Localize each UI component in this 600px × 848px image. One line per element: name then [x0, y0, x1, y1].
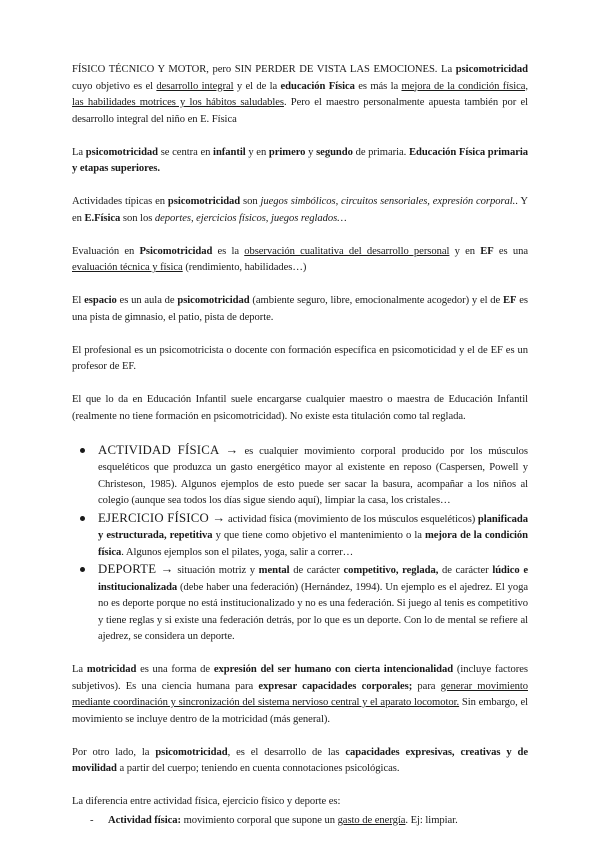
bold-text: motricidad	[86, 664, 137, 675]
text: Sin embargo, el movimiento se incluye dentro de la motricidad (más general).	[72, 697, 528, 725]
bold-text: espacio	[84, 295, 117, 306]
text: es una	[493, 245, 528, 257]
paragraph-intro	[72, 62, 528, 128]
underlined-text: desarrollo integral	[156, 80, 234, 92]
underlined-text: generar movimiento mediante coordinación y sincronización del sistema nervioso central y el aparato locomotor.	[72, 680, 528, 708]
bold-text: primero	[268, 146, 306, 158]
bold-text: segundo	[316, 146, 353, 158]
text: a partir del cuerpo; teniendo en cuenta connotaciones psicológicas.	[116, 763, 400, 774]
term-heading: EJERCICIO FÍSICO →	[98, 510, 226, 525]
definitions-list	[72, 442, 528, 646]
bold-text: infantil	[213, 146, 246, 158]
paragraph-difference	[72, 794, 528, 811]
bold-text: EF	[503, 295, 517, 306]
paragraph-professional	[72, 343, 528, 376]
list-item-actividad	[72, 813, 528, 830]
text: y en	[245, 146, 269, 158]
text: . Algunos ejemplos son el pilates, yoga, salir a correr…	[121, 546, 354, 558]
bold-text: psicomotricidad	[167, 196, 241, 207]
bullet-icon	[80, 448, 85, 453]
text: (incluye factores subjetivos). Es una ciencia humana para	[72, 664, 529, 692]
text: es una forma de	[136, 664, 214, 675]
bold-text: educación Física	[280, 80, 355, 92]
underlined-text: gasto de energía	[337, 814, 406, 826]
term-heading: DEPORTE →	[98, 562, 174, 576]
text: La diferencia entre actividad física, ejercicio físico y deporte es:	[72, 796, 341, 807]
bold-text: psicomotricidad	[455, 64, 528, 75]
text: situación motriz y	[173, 565, 259, 576]
text: El profesional es un psicomotricista o docente con formación específica en psicomoticidad y el de EF es un profesor de EF.	[72, 344, 528, 372]
text: y que tiene como objetivo el mantenimiento o la	[212, 530, 425, 541]
bold-text: mejora de la condición física	[98, 530, 529, 558]
paragraph-activities	[72, 194, 528, 227]
paragraph-stages	[72, 145, 528, 178]
underlined-text: observación cualitativa del desarrollo personal	[244, 245, 450, 257]
bold-text: psicomotricidad	[155, 746, 228, 758]
bold-text: Psicomotricidad	[139, 245, 213, 257]
text: es más la	[354, 80, 402, 92]
text: , es el desarrollo de las	[227, 746, 346, 758]
text: . Y en	[72, 196, 528, 224]
paragraph-infant-teacher	[72, 392, 528, 425]
bullet-icon	[80, 516, 85, 521]
text: El	[72, 295, 85, 306]
text: cuyo objetivo es el	[72, 80, 157, 92]
bold-text: competitivo, reglada,	[343, 565, 439, 576]
text: (ambiente seguro, libre, emocionalmente acogedor) y el de	[249, 295, 504, 306]
bold-text: expresión del ser humano con cierta intencionalidad	[213, 664, 454, 675]
bold-text: psicomotricidad	[177, 295, 250, 306]
text: de primaria.	[352, 146, 409, 158]
text: es una pista de gimnasio, el patio, pista de deporte.	[72, 295, 529, 323]
list-item-ejercicio-fisico	[72, 510, 528, 562]
italic-text: juegos simbólicos, circuitos sensoriales, expresión corporal.	[260, 196, 516, 207]
paragraph-psicomotricidad	[72, 745, 528, 778]
document-page	[72, 62, 528, 829]
text: son	[240, 196, 261, 207]
bold-text: Actividad física:	[108, 814, 182, 826]
text: . Ej: limpiar.	[405, 814, 458, 826]
text: actividad física (movimiento de los músculos esqueléticos)	[225, 513, 478, 525]
text: (rendimiento, habilidades…)	[182, 262, 307, 273]
bold-text: E.Física	[84, 212, 121, 224]
paragraph-space	[72, 293, 528, 326]
text: y el de la	[233, 80, 281, 92]
dash-marker: -	[90, 814, 94, 826]
bold-text: mental	[258, 565, 290, 576]
bold-text: Educación Física primaria y etapas superiores.	[72, 146, 528, 174]
text: de carácter	[289, 565, 344, 576]
paragraph-motricidad	[72, 662, 528, 728]
bold-text: EF	[480, 245, 494, 257]
text: Evaluación en	[72, 245, 140, 257]
italic-text: deportes, ejercicios físicos, juegos reglados…	[154, 212, 347, 224]
bullet-icon	[80, 567, 85, 572]
paragraph-evaluation	[72, 244, 528, 277]
text: es cualquier movimiento corporal producido por los músculos esqueléticos que produzca un gasto energético mayor al existente en reposo (Caspersen, Powell y Christeson, 1985). Algunos ejemplos de esto puede ser sacar la basura, acompañar a los niños al colegio (aunque sea todos los días sigue siendo aquí), limpiar la casa, los cristales…	[98, 445, 528, 506]
text: para	[412, 680, 441, 692]
text: Por otro lado, la	[72, 746, 156, 758]
text: El que lo da en Educación Infantil suele encargarse cualquier maestro o maestra de Educación Infantil (realmente no tiene formación en psicomotricidad). No existe esta titulación como tal reglada.	[72, 394, 528, 422]
text: La	[72, 664, 87, 675]
list-item-actividad-fisica	[72, 442, 528, 510]
text: y en	[449, 245, 481, 257]
term-heading: ACTIVIDAD FÍSICA →	[98, 442, 239, 457]
text: y	[305, 146, 317, 158]
text: . Pero el maestro personalmente apuesta también por el desarrollo integral del niño en E. Física	[72, 97, 528, 125]
underlined-text: mejora de la condición física, las habilidades motrices y los hábitos saludables	[72, 80, 529, 108]
text: Actividades típicas en	[72, 196, 168, 207]
text: La	[72, 146, 86, 158]
text: es un aula de	[116, 295, 178, 306]
bold-text: lúdico e institucionalizada	[98, 565, 528, 593]
bold-text: psicomotricidad	[85, 146, 159, 158]
text: (debe haber una federación) (Hernández, 1994). Un ejemplo es el ajedrez. El yoga no es deporte porque no está institucionalizado y no es una federación. Si juego al tenis es competitivo y tiene reglas y si existe una federación detrás, por lo que es un deporte. Con lo de mental se refiere al ajedrez, se considera un deporte.	[98, 581, 528, 642]
difference-list	[72, 813, 528, 830]
text: se centra en	[158, 146, 214, 158]
bold-text: planificada y estructurada, repetitiva	[98, 513, 528, 541]
bold-text: expresar capacidades corporales;	[258, 680, 413, 692]
text: movimiento corporal que supone un	[181, 814, 338, 826]
underlined-text: evaluación técnica y física	[72, 262, 183, 273]
bold-text: capacidades expresivas, creativas y de movilidad	[72, 746, 528, 774]
list-item-deporte	[72, 561, 528, 646]
text: es la	[212, 245, 245, 257]
text: de carácter	[438, 565, 493, 576]
text: son los	[120, 212, 155, 224]
text: FÍSICO TÉCNICO Y MOTOR, pero SIN PERDER DE VISTA LAS EMOCIONES. La	[72, 64, 456, 75]
